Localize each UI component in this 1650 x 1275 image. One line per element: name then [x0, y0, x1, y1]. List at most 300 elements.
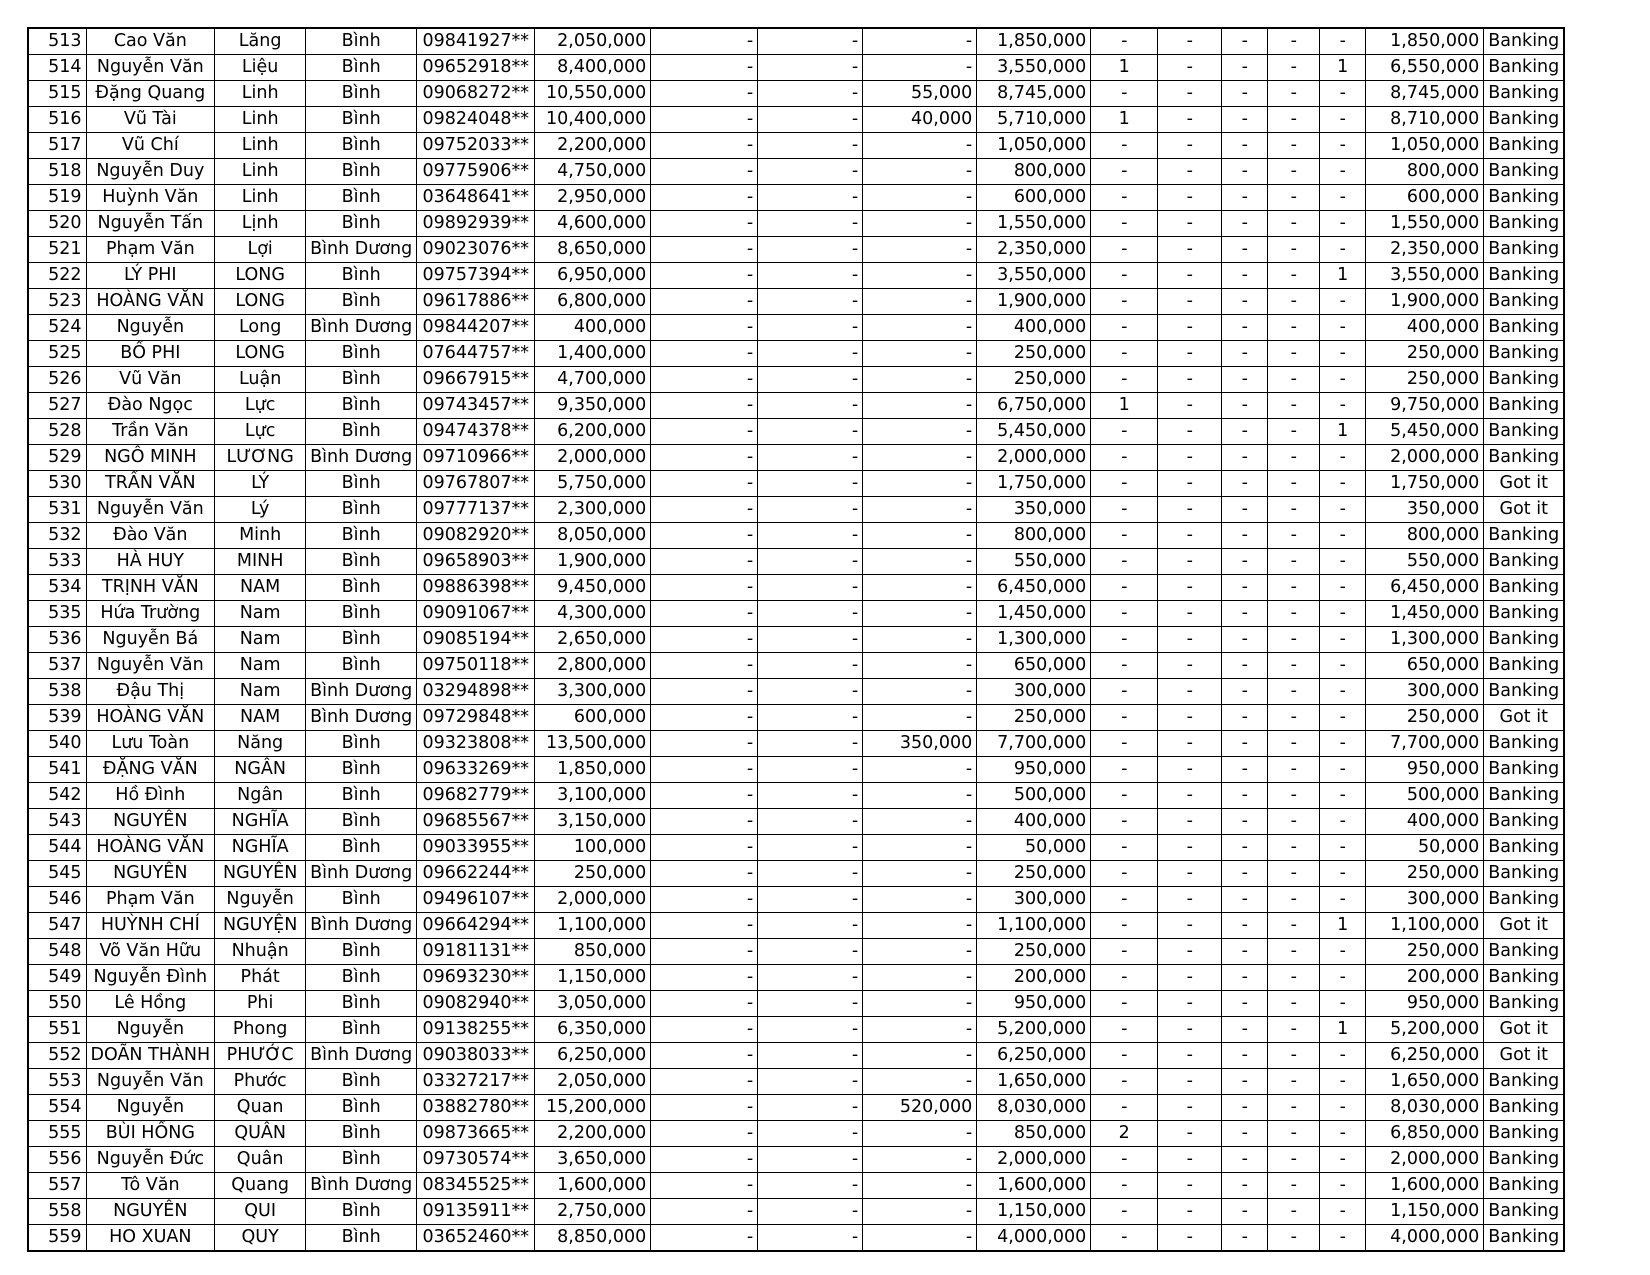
- amount-1-cell: 6,800,000: [535, 289, 651, 315]
- amount-2-cell: 800,000: [977, 523, 1091, 549]
- amount-1-cell: 4,300,000: [535, 601, 651, 627]
- amount-2-cell: 950,000: [977, 991, 1091, 1017]
- table-row: [28, 341, 1564, 367]
- payment-method-cell: Got it: [1484, 705, 1565, 731]
- amount-2-cell: 400,000: [977, 809, 1091, 835]
- total-cell: 1,850,000: [1366, 28, 1484, 55]
- total-cell: 950,000: [1366, 991, 1484, 1017]
- surname-cell: Nguyễn: [86, 315, 215, 341]
- surname-cell: Nguyễn: [86, 1017, 215, 1043]
- col-7-cell: -: [651, 991, 758, 1017]
- total-cell: 1,450,000: [1366, 601, 1484, 627]
- total-cell: 800,000: [1366, 159, 1484, 185]
- province-cell: Bình: [306, 393, 417, 419]
- phone-cell: 09664294**: [417, 913, 535, 939]
- amount-1-cell: 2,050,000: [535, 28, 651, 55]
- surname-cell: HOÀNG VĂN: [86, 289, 215, 315]
- total-cell: 8,745,000: [1366, 81, 1484, 107]
- count-3-cell: -: [1222, 497, 1268, 523]
- row-number-cell: 521: [28, 237, 86, 263]
- province-cell: Bình: [306, 575, 417, 601]
- given-name-cell: Quang: [215, 1173, 306, 1199]
- count-5-cell: -: [1320, 1199, 1366, 1225]
- surname-cell: Đặng Quang: [86, 81, 215, 107]
- table-row: [28, 575, 1564, 601]
- count-2-cell: -: [1158, 1069, 1222, 1095]
- row-number-cell: 516: [28, 107, 86, 133]
- surname-cell: BÙI HỒNG: [86, 1121, 215, 1147]
- col-9-cell: -: [863, 445, 977, 471]
- province-cell: Bình: [306, 757, 417, 783]
- col-8-cell: -: [758, 575, 863, 601]
- col-7-cell: -: [651, 887, 758, 913]
- count-1-cell: -: [1091, 575, 1158, 601]
- table-row: [28, 289, 1564, 315]
- surname-cell: Nguyễn Văn: [86, 497, 215, 523]
- amount-1-cell: 3,050,000: [535, 991, 651, 1017]
- amount-2-cell: 3,550,000: [977, 263, 1091, 289]
- surname-cell: Nguyễn Tấn: [86, 211, 215, 237]
- province-cell: Bình: [306, 1069, 417, 1095]
- count-2-cell: -: [1158, 835, 1222, 861]
- col-9-cell: -: [863, 653, 977, 679]
- total-cell: 300,000: [1366, 887, 1484, 913]
- count-1-cell: -: [1091, 653, 1158, 679]
- col-9-cell: -: [863, 887, 977, 913]
- count-2-cell: -: [1158, 939, 1222, 965]
- table-row: [28, 627, 1564, 653]
- payment-method-cell: Banking: [1484, 653, 1565, 679]
- surname-cell: HO XUAN: [86, 1225, 215, 1252]
- col-7-cell: -: [651, 653, 758, 679]
- table-row: [28, 55, 1564, 81]
- count-3-cell: -: [1222, 705, 1268, 731]
- col-9-cell: -: [863, 1121, 977, 1147]
- count-1-cell: -: [1091, 1225, 1158, 1252]
- amount-2-cell: 600,000: [977, 185, 1091, 211]
- col-8-cell: -: [758, 1069, 863, 1095]
- col-9-cell: -: [863, 185, 977, 211]
- col-8-cell: -: [758, 341, 863, 367]
- count-4-cell: -: [1268, 393, 1320, 419]
- given-name-cell: Linh: [215, 81, 306, 107]
- row-number-cell: 546: [28, 887, 86, 913]
- amount-2-cell: 3,550,000: [977, 55, 1091, 81]
- col-9-cell: -: [863, 497, 977, 523]
- total-cell: 300,000: [1366, 679, 1484, 705]
- count-1-cell: -: [1091, 523, 1158, 549]
- col-8-cell: -: [758, 185, 863, 211]
- province-cell: Bình: [306, 497, 417, 523]
- count-1-cell: -: [1091, 185, 1158, 211]
- col-7-cell: -: [651, 341, 758, 367]
- col-9-cell: -: [863, 393, 977, 419]
- phone-cell: 09693230**: [417, 965, 535, 991]
- count-3-cell: -: [1222, 185, 1268, 211]
- given-name-cell: Nguyễn: [215, 887, 306, 913]
- table-row: [28, 757, 1564, 783]
- phone-cell: 09729848**: [417, 705, 535, 731]
- payment-method-cell: Banking: [1484, 939, 1565, 965]
- row-number-cell: 538: [28, 679, 86, 705]
- given-name-cell: QUI: [215, 1199, 306, 1225]
- count-5-cell: -: [1320, 991, 1366, 1017]
- count-3-cell: -: [1222, 783, 1268, 809]
- count-4-cell: -: [1268, 575, 1320, 601]
- total-cell: 1,050,000: [1366, 133, 1484, 159]
- count-5-cell: -: [1320, 965, 1366, 991]
- phone-cell: 07644757**: [417, 341, 535, 367]
- province-cell: Bình Dương: [306, 237, 417, 263]
- amount-1-cell: 2,300,000: [535, 497, 651, 523]
- payment-method-cell: Banking: [1484, 107, 1565, 133]
- col-9-cell: -: [863, 601, 977, 627]
- col-9-cell: -: [863, 1225, 977, 1252]
- payment-method-cell: Banking: [1484, 185, 1565, 211]
- phone-cell: 09082920**: [417, 523, 535, 549]
- row-number-cell: 558: [28, 1199, 86, 1225]
- province-cell: Bình: [306, 81, 417, 107]
- col-7-cell: -: [651, 1121, 758, 1147]
- given-name-cell: LONG: [215, 263, 306, 289]
- province-cell: Bình Dương: [306, 1043, 417, 1069]
- count-5-cell: -: [1320, 653, 1366, 679]
- amount-1-cell: 1,600,000: [535, 1173, 651, 1199]
- count-4-cell: -: [1268, 263, 1320, 289]
- amount-1-cell: 6,250,000: [535, 1043, 651, 1069]
- count-3-cell: -: [1222, 1043, 1268, 1069]
- count-4-cell: -: [1268, 445, 1320, 471]
- surname-cell: Tô Văn: [86, 1173, 215, 1199]
- table-row: [28, 419, 1564, 445]
- count-5-cell: -: [1320, 549, 1366, 575]
- count-2-cell: -: [1158, 731, 1222, 757]
- count-2-cell: -: [1158, 367, 1222, 393]
- amount-1-cell: 4,700,000: [535, 367, 651, 393]
- table-row: [28, 133, 1564, 159]
- amount-2-cell: 1,900,000: [977, 289, 1091, 315]
- col-9-cell: -: [863, 263, 977, 289]
- count-5-cell: -: [1320, 757, 1366, 783]
- col-9-cell: 350,000: [863, 731, 977, 757]
- amount-1-cell: 4,600,000: [535, 211, 651, 237]
- table-row: [28, 601, 1564, 627]
- count-3-cell: -: [1222, 289, 1268, 315]
- given-name-cell: Quân: [215, 1147, 306, 1173]
- phone-cell: 03294898**: [417, 679, 535, 705]
- count-5-cell: -: [1320, 601, 1366, 627]
- count-2-cell: -: [1158, 289, 1222, 315]
- count-2-cell: -: [1158, 28, 1222, 55]
- count-3-cell: -: [1222, 133, 1268, 159]
- payment-method-cell: Banking: [1484, 601, 1565, 627]
- total-cell: 600,000: [1366, 185, 1484, 211]
- count-1-cell: -: [1091, 28, 1158, 55]
- count-1-cell: -: [1091, 1043, 1158, 1069]
- col-9-cell: -: [863, 835, 977, 861]
- phone-cell: 09068272**: [417, 81, 535, 107]
- count-3-cell: -: [1222, 445, 1268, 471]
- count-1-cell: -: [1091, 835, 1158, 861]
- phone-cell: 09085194**: [417, 627, 535, 653]
- payment-method-cell: Banking: [1484, 991, 1565, 1017]
- count-3-cell: -: [1222, 28, 1268, 55]
- col-8-cell: -: [758, 289, 863, 315]
- row-number-cell: 556: [28, 1147, 86, 1173]
- amount-2-cell: 1,650,000: [977, 1069, 1091, 1095]
- col-9-cell: -: [863, 913, 977, 939]
- payment-method-cell: Banking: [1484, 1225, 1565, 1252]
- table-row: [28, 237, 1564, 263]
- given-name-cell: QUÂN: [215, 1121, 306, 1147]
- given-name-cell: NAM: [215, 705, 306, 731]
- count-1-cell: 1: [1091, 107, 1158, 133]
- count-1-cell: -: [1091, 731, 1158, 757]
- col-9-cell: -: [863, 28, 977, 55]
- count-4-cell: -: [1268, 965, 1320, 991]
- col-9-cell: -: [863, 133, 977, 159]
- table-row: [28, 471, 1564, 497]
- col-7-cell: -: [651, 445, 758, 471]
- col-7-cell: -: [651, 419, 758, 445]
- total-cell: 1,750,000: [1366, 471, 1484, 497]
- col-7-cell: -: [651, 549, 758, 575]
- col-8-cell: -: [758, 393, 863, 419]
- count-2-cell: -: [1158, 497, 1222, 523]
- province-cell: Bình Dương: [306, 861, 417, 887]
- count-4-cell: -: [1268, 1173, 1320, 1199]
- province-cell: Bình: [306, 731, 417, 757]
- given-name-cell: Lý: [215, 497, 306, 523]
- given-name-cell: PHƯỚC: [215, 1043, 306, 1069]
- phone-cell: 09658903**: [417, 549, 535, 575]
- phone-cell: 09082940**: [417, 991, 535, 1017]
- col-7-cell: -: [651, 783, 758, 809]
- province-cell: Bình: [306, 549, 417, 575]
- amount-2-cell: 2,000,000: [977, 1147, 1091, 1173]
- table-row: [28, 1147, 1564, 1173]
- col-8-cell: -: [758, 81, 863, 107]
- table-row: [28, 965, 1564, 991]
- table-row: [28, 81, 1564, 107]
- phone-cell: 03652460**: [417, 1225, 535, 1252]
- count-3-cell: -: [1222, 1069, 1268, 1095]
- province-cell: Bình: [306, 835, 417, 861]
- table-row: [28, 1095, 1564, 1121]
- table-row: [28, 653, 1564, 679]
- total-cell: 500,000: [1366, 783, 1484, 809]
- row-number-cell: 547: [28, 913, 86, 939]
- table-row: [28, 1121, 1564, 1147]
- count-4-cell: -: [1268, 81, 1320, 107]
- count-5-cell: -: [1320, 133, 1366, 159]
- count-3-cell: -: [1222, 1199, 1268, 1225]
- total-cell: 6,850,000: [1366, 1121, 1484, 1147]
- count-2-cell: -: [1158, 1147, 1222, 1173]
- count-5-cell: -: [1320, 185, 1366, 211]
- count-2-cell: -: [1158, 809, 1222, 835]
- col-9-cell: -: [863, 939, 977, 965]
- col-9-cell: -: [863, 861, 977, 887]
- count-3-cell: -: [1222, 887, 1268, 913]
- payment-method-cell: Banking: [1484, 1069, 1565, 1095]
- col-8-cell: -: [758, 523, 863, 549]
- count-5-cell: -: [1320, 705, 1366, 731]
- count-4-cell: -: [1268, 367, 1320, 393]
- phone-cell: 09844207**: [417, 315, 535, 341]
- count-3-cell: -: [1222, 913, 1268, 939]
- surname-cell: Trần Văn: [86, 419, 215, 445]
- col-7-cell: -: [651, 133, 758, 159]
- given-name-cell: Nam: [215, 627, 306, 653]
- phone-cell: 09633269**: [417, 757, 535, 783]
- phone-cell: 03882780**: [417, 1095, 535, 1121]
- total-cell: 250,000: [1366, 341, 1484, 367]
- payment-method-cell: Banking: [1484, 1095, 1565, 1121]
- col-8-cell: -: [758, 705, 863, 731]
- col-8-cell: -: [758, 913, 863, 939]
- surname-cell: Cao Văn: [86, 28, 215, 55]
- surname-cell: HUỲNH CHÍ: [86, 913, 215, 939]
- phone-cell: 09667915**: [417, 367, 535, 393]
- count-1-cell: -: [1091, 445, 1158, 471]
- total-cell: 1,150,000: [1366, 1199, 1484, 1225]
- given-name-cell: NAM: [215, 575, 306, 601]
- row-number-cell: 543: [28, 809, 86, 835]
- count-2-cell: -: [1158, 1043, 1222, 1069]
- count-2-cell: -: [1158, 757, 1222, 783]
- count-3-cell: -: [1222, 419, 1268, 445]
- col-7-cell: -: [651, 185, 758, 211]
- col-8-cell: -: [758, 1225, 863, 1252]
- col-9-cell: -: [863, 159, 977, 185]
- payment-method-cell: Got it: [1484, 1017, 1565, 1043]
- surname-cell: HOÀNG VĂN: [86, 705, 215, 731]
- row-number-cell: 525: [28, 341, 86, 367]
- province-cell: Bình: [306, 1199, 417, 1225]
- count-5-cell: -: [1320, 627, 1366, 653]
- total-cell: 250,000: [1366, 861, 1484, 887]
- total-cell: 50,000: [1366, 835, 1484, 861]
- table-row: [28, 1043, 1564, 1069]
- row-number-cell: 522: [28, 263, 86, 289]
- col-7-cell: -: [651, 965, 758, 991]
- amount-2-cell: 850,000: [977, 1121, 1091, 1147]
- province-cell: Bình: [306, 263, 417, 289]
- table-row: [28, 991, 1564, 1017]
- col-9-cell: -: [863, 211, 977, 237]
- col-8-cell: -: [758, 28, 863, 55]
- count-2-cell: -: [1158, 185, 1222, 211]
- col-8-cell: -: [758, 601, 863, 627]
- count-5-cell: -: [1320, 237, 1366, 263]
- row-number-cell: 541: [28, 757, 86, 783]
- given-name-cell: Phong: [215, 1017, 306, 1043]
- province-cell: Bình: [306, 523, 417, 549]
- count-4-cell: -: [1268, 523, 1320, 549]
- col-9-cell: 40,000: [863, 107, 977, 133]
- row-number-cell: 551: [28, 1017, 86, 1043]
- col-9-cell: -: [863, 55, 977, 81]
- count-4-cell: -: [1268, 107, 1320, 133]
- amount-2-cell: 950,000: [977, 757, 1091, 783]
- amount-1-cell: 2,750,000: [535, 1199, 651, 1225]
- col-7-cell: -: [651, 1017, 758, 1043]
- col-7-cell: -: [651, 731, 758, 757]
- table-row: [28, 315, 1564, 341]
- count-5-cell: -: [1320, 341, 1366, 367]
- amount-2-cell: 50,000: [977, 835, 1091, 861]
- given-name-cell: Minh: [215, 523, 306, 549]
- total-cell: 2,350,000: [1366, 237, 1484, 263]
- count-5-cell: -: [1320, 471, 1366, 497]
- amount-1-cell: 100,000: [535, 835, 651, 861]
- count-4-cell: -: [1268, 549, 1320, 575]
- col-8-cell: -: [758, 1095, 863, 1121]
- col-8-cell: -: [758, 679, 863, 705]
- amount-1-cell: 1,400,000: [535, 341, 651, 367]
- given-name-cell: Luận: [215, 367, 306, 393]
- amount-1-cell: 1,850,000: [535, 757, 651, 783]
- given-name-cell: MINH: [215, 549, 306, 575]
- count-3-cell: -: [1222, 81, 1268, 107]
- row-number-cell: 517: [28, 133, 86, 159]
- col-9-cell: -: [863, 627, 977, 653]
- payment-method-cell: Banking: [1484, 211, 1565, 237]
- count-3-cell: -: [1222, 471, 1268, 497]
- count-5-cell: -: [1320, 497, 1366, 523]
- col-7-cell: -: [651, 28, 758, 55]
- row-number-cell: 513: [28, 28, 86, 55]
- count-3-cell: -: [1222, 1147, 1268, 1173]
- province-cell: Bình Dương: [306, 1173, 417, 1199]
- surname-cell: DOÃN THÀNH: [86, 1043, 215, 1069]
- amount-1-cell: 5,750,000: [535, 471, 651, 497]
- row-number-cell: 518: [28, 159, 86, 185]
- count-1-cell: -: [1091, 315, 1158, 341]
- count-4-cell: -: [1268, 861, 1320, 887]
- amount-1-cell: 8,050,000: [535, 523, 651, 549]
- count-5-cell: -: [1320, 523, 1366, 549]
- table-row: [28, 835, 1564, 861]
- surname-cell: Hứa Trường: [86, 601, 215, 627]
- table-row: [28, 28, 1564, 55]
- col-7-cell: -: [651, 1069, 758, 1095]
- count-2-cell: -: [1158, 653, 1222, 679]
- count-4-cell: -: [1268, 289, 1320, 315]
- col-7-cell: -: [651, 315, 758, 341]
- total-cell: 7,700,000: [1366, 731, 1484, 757]
- surname-cell: Nguyễn Duy: [86, 159, 215, 185]
- phone-cell: 09033955**: [417, 835, 535, 861]
- province-cell: Bình: [306, 1017, 417, 1043]
- given-name-cell: Nhuận: [215, 939, 306, 965]
- col-7-cell: -: [651, 471, 758, 497]
- province-cell: Bình: [306, 55, 417, 81]
- payment-method-cell: Banking: [1484, 1121, 1565, 1147]
- surname-cell: Nguyễn: [86, 1095, 215, 1121]
- amount-2-cell: 250,000: [977, 861, 1091, 887]
- amount-2-cell: 650,000: [977, 653, 1091, 679]
- payment-method-cell: Banking: [1484, 445, 1565, 471]
- col-8-cell: -: [758, 549, 863, 575]
- col-9-cell: -: [863, 1199, 977, 1225]
- count-4-cell: -: [1268, 1095, 1320, 1121]
- count-1-cell: -: [1091, 991, 1158, 1017]
- payment-method-cell: Banking: [1484, 783, 1565, 809]
- count-2-cell: -: [1158, 679, 1222, 705]
- row-number-cell: 534: [28, 575, 86, 601]
